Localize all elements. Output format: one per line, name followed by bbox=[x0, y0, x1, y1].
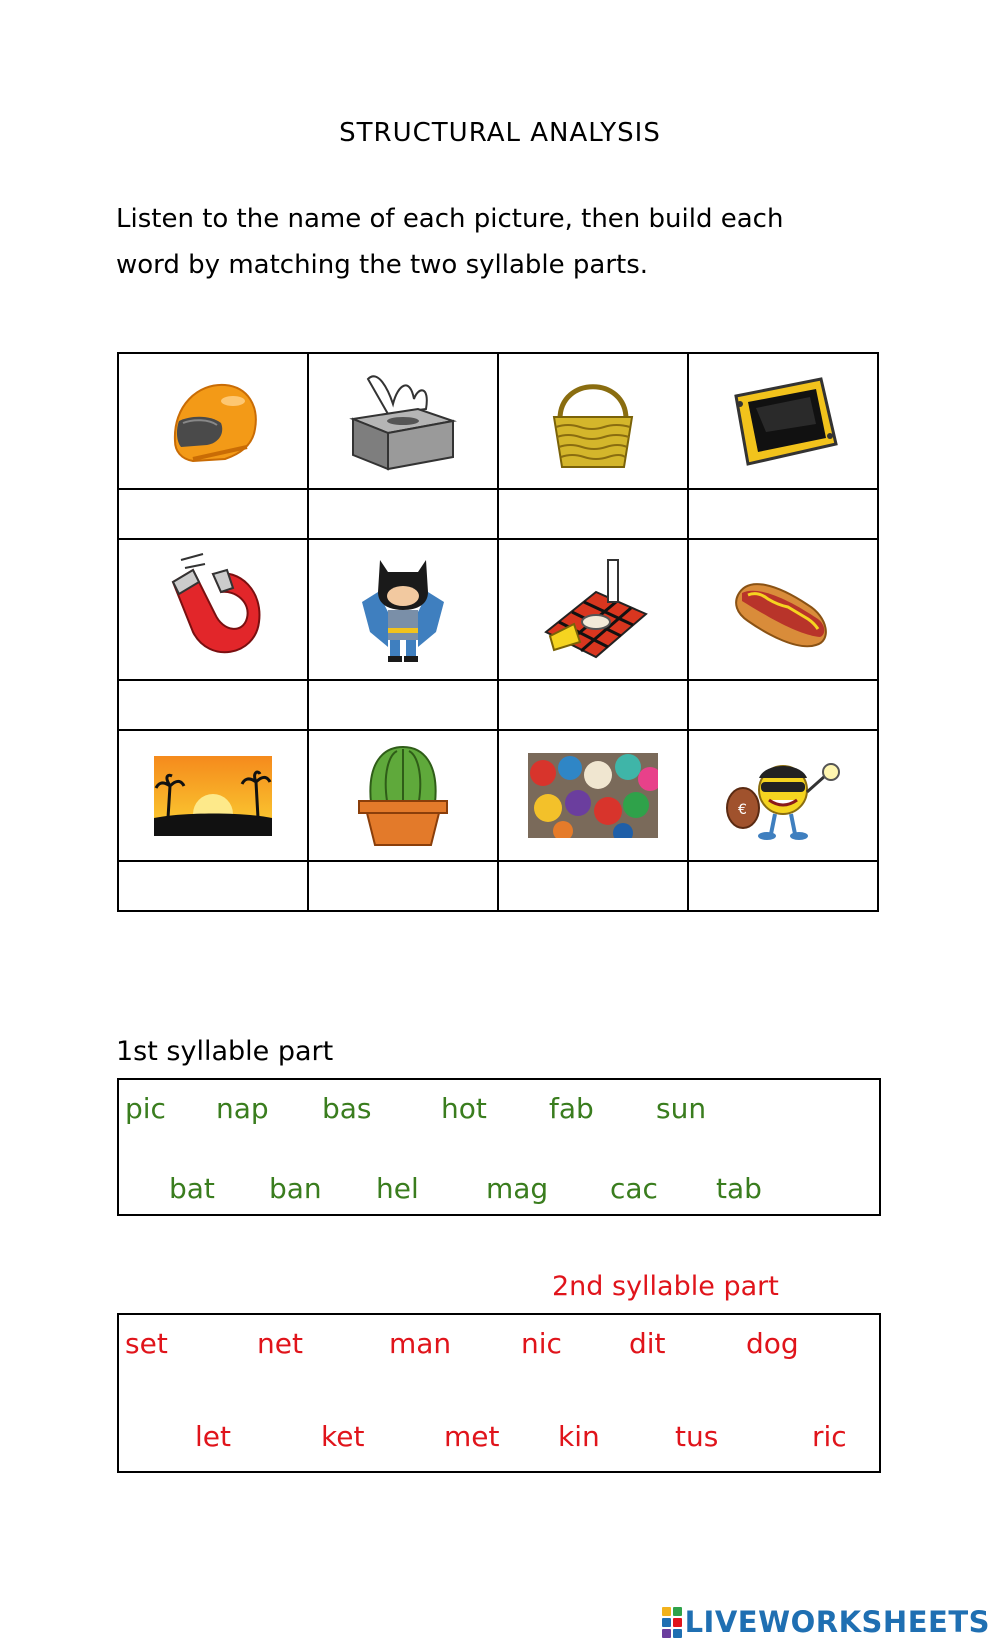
syllable-tile[interactable]: sun bbox=[656, 1092, 707, 1125]
syllable-tile[interactable]: net bbox=[257, 1327, 303, 1360]
answer-cell[interactable] bbox=[308, 680, 498, 730]
first-syllable-box bbox=[117, 1078, 881, 1216]
answer-cell[interactable] bbox=[308, 861, 498, 911]
fabric-icon bbox=[528, 753, 658, 838]
syllable-tile[interactable]: met bbox=[444, 1420, 500, 1453]
answer-cell[interactable] bbox=[118, 861, 308, 911]
syllable-tile[interactable]: let bbox=[195, 1420, 231, 1453]
batman-icon bbox=[358, 552, 448, 667]
basket-icon bbox=[548, 371, 638, 471]
answer-cell[interactable] bbox=[308, 489, 498, 539]
picture-tablet bbox=[688, 353, 878, 489]
syllable-tile[interactable]: hot bbox=[441, 1092, 487, 1125]
syllable-tile[interactable]: ric bbox=[812, 1420, 847, 1453]
tissue-box-icon bbox=[348, 369, 458, 474]
picnic-icon bbox=[536, 552, 651, 667]
helmet-icon bbox=[163, 371, 263, 471]
instruction-line-2: word by matching the two syllable parts. bbox=[116, 250, 649, 280]
tablet-icon bbox=[726, 374, 841, 469]
syllable-tile[interactable]: bas bbox=[322, 1092, 372, 1125]
syllable-tile[interactable]: hel bbox=[376, 1172, 419, 1205]
bandit-icon bbox=[721, 748, 846, 843]
hot-dog-icon bbox=[728, 565, 838, 655]
syllable-tile[interactable]: bat bbox=[169, 1172, 215, 1205]
brand-grid-icon bbox=[662, 1607, 682, 1638]
brand-logo[interactable] bbox=[662, 1605, 990, 1639]
syllable-tile[interactable]: cac bbox=[610, 1172, 658, 1205]
syllable-tile[interactable]: dit bbox=[629, 1327, 666, 1360]
picture-cactus bbox=[308, 730, 498, 861]
answer-cell[interactable] bbox=[688, 489, 878, 539]
first-syllable-label: 1st syllable part bbox=[116, 1036, 334, 1067]
syllable-tile[interactable]: pic bbox=[125, 1092, 166, 1125]
magnet-icon bbox=[163, 552, 263, 667]
syllable-tile[interactable]: ket bbox=[321, 1420, 365, 1453]
second-syllable-label: 2nd syllable part bbox=[552, 1271, 779, 1302]
answer-cell[interactable] bbox=[118, 680, 308, 730]
brand-name: LIVEWORKSHEETS bbox=[684, 1605, 990, 1639]
syllable-tile[interactable]: mag bbox=[486, 1172, 549, 1205]
page-title: STRUCTURAL ANALYSIS bbox=[339, 118, 661, 148]
second-syllable-box bbox=[117, 1313, 881, 1473]
picture-hot-dog bbox=[688, 539, 878, 680]
syllable-tile[interactable]: dog bbox=[746, 1327, 799, 1360]
picture-fabric bbox=[498, 730, 688, 861]
picture-picnic bbox=[498, 539, 688, 680]
syllable-tile[interactable]: man bbox=[389, 1327, 452, 1360]
answer-cell[interactable] bbox=[118, 489, 308, 539]
syllable-tile[interactable]: fab bbox=[549, 1092, 594, 1125]
syllable-tile[interactable]: nic bbox=[521, 1327, 562, 1360]
instruction-line-1: Listen to the name of each picture, then build each bbox=[116, 204, 784, 234]
cactus-icon bbox=[353, 743, 453, 848]
picture-magnet bbox=[118, 539, 308, 680]
syllable-tile[interactable]: nap bbox=[216, 1092, 269, 1125]
picture-basket bbox=[498, 353, 688, 489]
syllable-tile[interactable]: ban bbox=[269, 1172, 322, 1205]
picture-bandit bbox=[688, 730, 878, 861]
syllable-tile[interactable]: tus bbox=[675, 1420, 719, 1453]
picture-batman bbox=[308, 539, 498, 680]
syllable-tile[interactable]: kin bbox=[558, 1420, 600, 1453]
picture-grid bbox=[117, 352, 879, 912]
sunset-icon bbox=[154, 756, 272, 836]
picture-tissue-box bbox=[308, 353, 498, 489]
picture-sunset bbox=[118, 730, 308, 861]
answer-cell[interactable] bbox=[688, 861, 878, 911]
syllable-tile[interactable]: set bbox=[125, 1327, 168, 1360]
answer-cell[interactable] bbox=[498, 861, 688, 911]
answer-cell[interactable] bbox=[688, 680, 878, 730]
answer-cell[interactable] bbox=[498, 489, 688, 539]
syllable-tile[interactable]: tab bbox=[716, 1172, 762, 1205]
svg-text:€: € bbox=[737, 802, 747, 818]
answer-cell[interactable] bbox=[498, 680, 688, 730]
picture-helmet bbox=[118, 353, 308, 489]
